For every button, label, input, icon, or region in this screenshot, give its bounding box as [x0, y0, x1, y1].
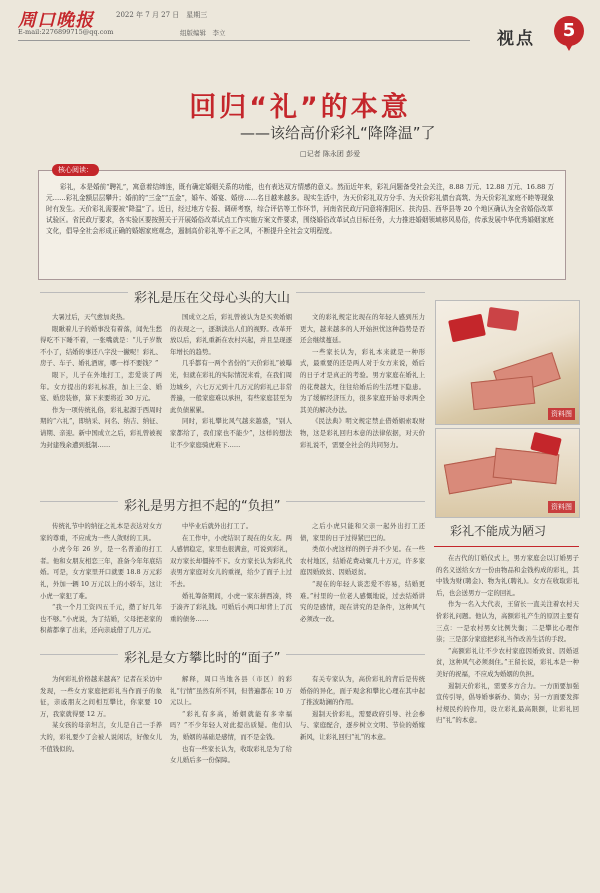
paragraph: 婚礼筹备期间，小虎一家东拼西凑，终于凑齐了彩礼钱。可婚后小两口却背上了沉重的债务…… — [170, 591, 292, 623]
paragraph: 遏制天价彩礼，需要多方合力。一方面要加强宣传引导，倡导婚事新办、简办；另一方面要发挥村规民约的作用，设立彩礼最高限额，让彩礼回归“礼”的本意。 — [436, 681, 579, 725]
paragraph: “高额彩礼让不少农村家庭因婚致贫、因婚返贫，这种风气必须刹住。”王留长说，彩礼本是一种美好的祝福，不应成为婚姻的负担。 — [436, 646, 579, 678]
paragraph: 眼瞅着儿子的婚事没有着落，闻先生愁得吃不下睡不着，一张嘴就是：“儿子岁数不小了，结婚的事还八字没一撇呢！彩礼、房子、车子、婚礼酒席，哪一样不要钱？” — [40, 324, 162, 368]
newspaper-logo: 周口晚报 — [18, 10, 94, 31]
page-title: 回归“礼”的本意 — [189, 92, 411, 123]
paragraph: 在古代的订婚仪式上，男方家庭会以订婚男子的名义送给女方一份由物品和金钱构成的彩礼，其中钱为财(聘金)、物为礼(聘礼)。女方在收取彩礼后，也会送男方一定的回礼。 — [436, 554, 579, 597]
paragraph: 某女孩的母亲坦言，女儿是自己一手养大的，彩礼要少了会被人说闲话，好像女儿不值钱似的。 — [40, 721, 162, 753]
paragraph: 国成立之后，彩礼曾被认为是买卖婚姻的表现之一，逐渐淡出人们的视野。改革开放以后，彩礼重新在农村兴起，并且呈现逐年增长的趋势。 — [170, 313, 292, 356]
red-envelope-shape — [448, 314, 486, 343]
paragraph: 几乎都有一两个省份的“天价彩礼”被曝光，但就在彩礼的实际情况来看，在我们周边城乡，六七万元到十几万元的彩礼已非常普遍，一般家庭难以承担，有些家庭甚至为此负债累累。 — [170, 359, 292, 414]
section-heading-1: 彩礼是压在父母心头的大山 — [128, 287, 296, 306]
section3-column-2 — [170, 674, 292, 879]
core-reading-text: 彩礼，本是婚前“聘礼”，寓意着结缔连，既有确定婚姻关系的功能，也有表达双方情感的意义。然而近年来，彩礼问题备受社会关注，8.88 万元、12.88 万元、16.88 万元……彩礼金额层层攀升；婚前的“三金”“五金”，婚车、婚宴、婚房……名目越来越多。现实生活中，为天价彩礼双方分手、为天价彩礼债台高筑、为天价彩礼家庭不睦等现象时有发生。天价彩礼需要被“降温”了。近日，经过地方专报、调研考察，综合评估等工作环节，河南省民政厅同意将淮阳区、扶沟县、西华县等 20 个地区确认为全省婚俗改革试验区。省民政厅要求，各实验区要按照关于开展婚俗改革试点工作实施方案文件要求，围绕婚俗改革试点目标任务，大力推进婚姻领域移风易俗，传承发展中华优秀婚姻家庭文化，倡导全社会形成正确的婚姻家庭观念，遏制高价彩礼等不正之风，不断提升全社会文明程度。 — [46, 183, 555, 235]
section2-column-2 — [170, 521, 292, 639]
section1-column-3 — [300, 312, 425, 490]
paragraph: 之后小虎只能和父亲一起外出打工还债，家里的日子过得紧巴巴的。 — [300, 522, 425, 542]
page-editors: 组版编辑 李立 — [180, 29, 226, 37]
page-subtitle: ——该给高价彩礼“降降温”了 — [240, 124, 436, 142]
issue-date: 2022 年 7 月 27 日 星期三 — [116, 11, 208, 19]
contact-email: E-mail:2276899715@qq.com — [18, 28, 114, 36]
section-heading-3: 彩礼是女方攀比时的“面子” — [118, 647, 286, 666]
core-reading-label: 核心阅读： — [52, 164, 99, 176]
paragraph: 作为一项传统礼俗，彩礼起源于西周时期的“六礼”，即纳采、问名、纳吉、纳征、请期、亲迎。新中国成立之后，彩礼曾被视为封建残余遭到抵制…… — [40, 405, 162, 449]
paragraph: 一些家长认为，彩礼本来就是一种形式，最重要的还是两人对于女方来说，婚后的日子才是真正的考验。男方家庭在婚礼上的花费越大，往往给婚后的生活埋下隐患。为了缓解经济压力，很多家庭开始寻求两全其美的解决办法。 — [300, 347, 425, 414]
section3-column-1 — [40, 674, 162, 879]
dowry-photo-banknotes — [435, 428, 580, 518]
section-name: 视点 — [497, 29, 535, 49]
section1-column-1 — [40, 312, 162, 490]
paragraph: 文的彩礼规定比现在的年轻人感到压力更大，越来越多的人开始担忧这种趋势是否还会继续蔓延。 — [300, 313, 425, 345]
sidebar-divider — [434, 546, 579, 547]
paragraph: “我一个月工资四五千元，攒了好几年也不够。”小虎说，为了结婚，父母把老家的积蓄都拿了出来，还向亲戚借了几万元。 — [40, 603, 162, 635]
masthead — [0, 0, 600, 70]
dowry-photo-red-envelopes — [435, 300, 580, 425]
photo-caption: 资料图 — [548, 408, 575, 420]
paragraph: “彩礼有多高，婚姻就能有多幸福吗？”不少年轻人对此提出质疑。他们认为，婚姻的基础是感情，而不是金钱。 — [170, 709, 292, 741]
paragraph: 类似小虎这样的例子并不少见。在一些农村地区，结婚花费动辄几十万元，许多家庭因婚致贫、因婚返贫。 — [300, 545, 425, 577]
paragraph: 同时，彩礼攀比风气越来越盛，“别人家都给了，我们家也不能少”，这样的想法让不少家庭骑虎难下…… — [170, 417, 292, 449]
paragraph: 也有一些家长认为，收取彩礼是为了给女儿婚后多一份保障。 — [170, 744, 292, 765]
sidebar-heading: 彩礼不能成为陋习 — [450, 524, 547, 538]
section2-column-3 — [300, 521, 425, 639]
paragraph: 解释，周口当地各县（市区）的彩礼“行情”虽然有所不同，但普遍都在 10 万元以上。 — [170, 675, 292, 707]
sidebar-body — [436, 553, 579, 879]
paragraph: 在工作中，小虎结识了现在的女友。两人感情稳定，家里也很满意，可说到彩礼，双方家长却僵持不下。女方家长认为彩礼代表男方家庭对女儿的重视，给少了面子上过不去。 — [170, 533, 292, 588]
byline: □记者 陈永团 彭爱 — [300, 150, 361, 158]
paragraph: 大暑过后，天气愈加炎热。 — [52, 313, 129, 321]
section3-column-3 — [300, 674, 425, 879]
page-number-badge — [554, 16, 584, 46]
paragraph: 有关专家认为，高价彩礼的背后是传统婚俗的异化，面子观念和攀比心理在其中起了推波助澜的作用。 — [300, 675, 425, 707]
banknote-shape — [471, 376, 536, 410]
red-envelope-shape — [487, 307, 519, 331]
paragraph: “现在的年轻人谈恋爱不容易，结婚更难。”村里的一位老人感慨地说，过去结婚讲究的是感情，现在讲究的是条件，这种风气必须改一改。 — [300, 579, 425, 623]
photo-caption: 资料图 — [548, 501, 575, 513]
section1-column-2 — [170, 312, 292, 490]
paragraph: 作为一名入大代表，王留长一直关注着农村天价彩礼问题。他认为，高额彩礼产生的原因主要有三点：一是农村男女比例失衡；二是攀比心理作祟；三是部分家庭把彩礼当作改善生活的手段。 — [436, 600, 579, 644]
paragraph: 小虎今年 26 岁，是一名普通的打工者。他和女朋友相恋三年，准备今年年底结婚。可是，女方家里开口就要 18.8 万元彩礼，外加一辆 10 万元以上的小轿车，这让小虎一家犯了难。 — [40, 545, 162, 600]
section2-column-1 — [40, 521, 162, 639]
paragraph: 《民法典》明文规定禁止借婚姻索取财物，这是彩礼回归本意的法律依据，对天价彩礼说不，需要全社会的共同努力。 — [300, 417, 425, 449]
paragraph: 传统礼节中的纳征之礼本是表达对女方家的尊重，不应成为一些人敛财的工具。 — [40, 522, 162, 542]
paragraph: 为何彩礼价格越来越高？记者在采访中发现，一些女方家庭把彩礼当作面子的象征，亲戚朋友之间相互攀比，你家要 10 万，我家就得要 12 万。 — [40, 675, 162, 718]
masthead-divider — [18, 40, 470, 41]
section-heading-2: 彩礼是男方担不起的“负担” — [118, 495, 286, 514]
paragraph: 中毕业后就外出打工了。 — [182, 522, 253, 530]
paragraph: 遏制天价彩礼，需要政府引导、社会参与、家庭配合，逐步树立文明、节俭的婚嫁新风，让彩礼回归“礼”的本意。 — [300, 709, 425, 741]
page-number: 5 — [562, 20, 576, 41]
paragraph: 眼下，儿子在外地打工，恋爱谈了两年。女方提出的彩礼标准，加上三金、婚宴、婚房装修，算下来要将近 30 万元。 — [40, 370, 162, 403]
